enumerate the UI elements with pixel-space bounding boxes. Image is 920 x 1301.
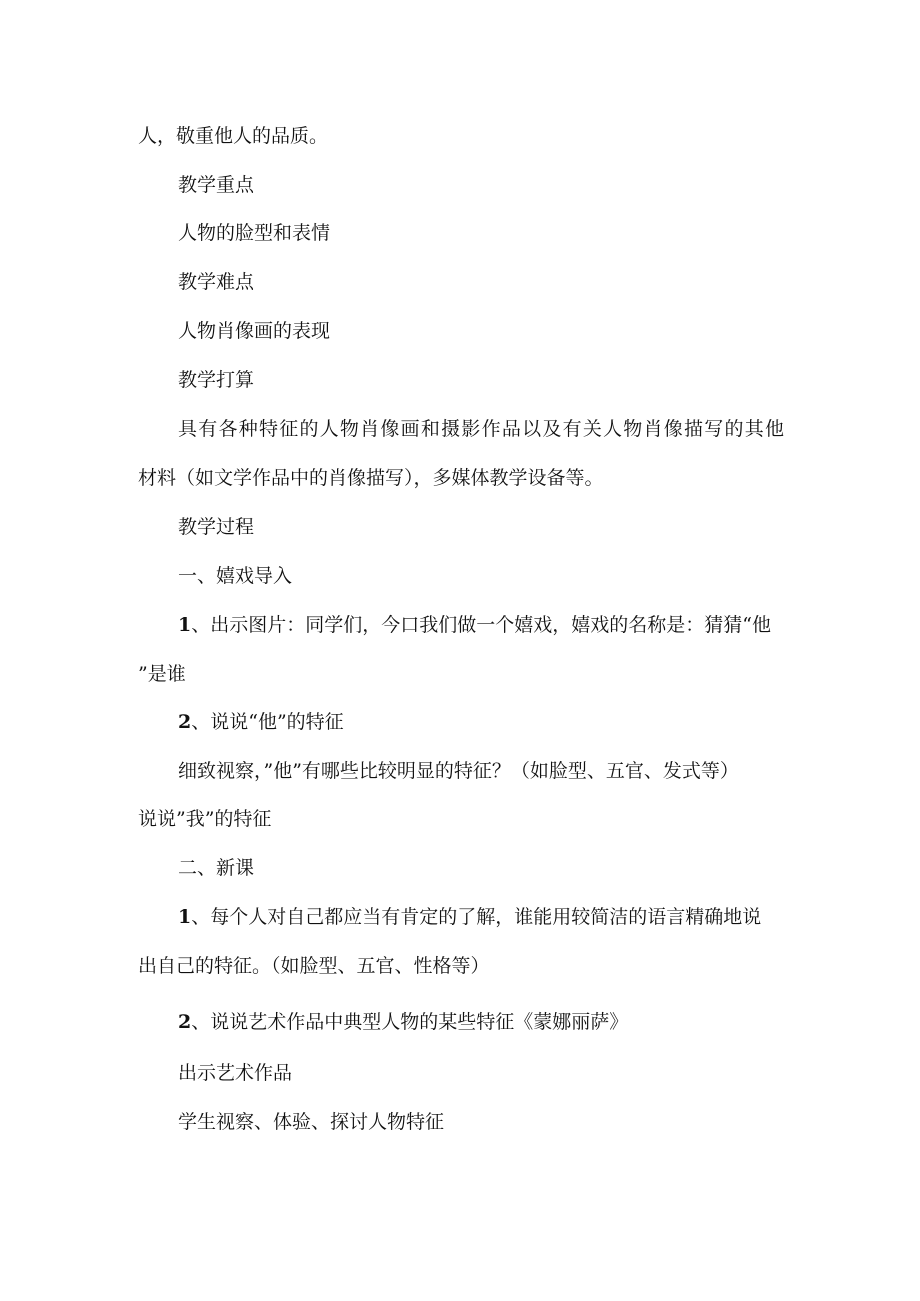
paragraph-line: 具有各种特征的人物肖像画和摄影作品以及有关人物肖像描写的其他	[178, 418, 784, 440]
item-text: 、每个人对自己都应当有肯定的了解，谁能用较简洁的语言精确地说	[191, 906, 762, 928]
heading-teaching-difficulty: 教学难点	[178, 271, 255, 293]
paragraph-line: 人，敬重他人的品质。	[138, 125, 329, 147]
heading-teaching-process: 教学过程	[178, 516, 255, 538]
paragraph-line: 人物的脸型和表情	[178, 222, 331, 244]
paragraph-line: ”是谁	[138, 663, 186, 685]
item-text: 、说说“他”的特征	[191, 711, 344, 733]
paragraph-line: 说说”我”的特征	[138, 808, 272, 830]
numbered-item-1	[178, 616, 784, 635]
item-number: 1	[178, 614, 192, 636]
paragraph-line: 人物肖像画的表现	[178, 320, 331, 342]
paragraph-line: 出示艺术作品	[178, 1062, 293, 1084]
numbered-item-2	[178, 713, 344, 732]
item-number: 1	[178, 906, 192, 928]
item-number: 2	[178, 1011, 192, 1033]
item-text: 、说说艺术作品中典型人物的某些特征《蒙娜丽萨》	[191, 1011, 629, 1033]
section-heading-new-lesson: 二、新课	[178, 857, 255, 879]
heading-teaching-preparation: 教学打算	[178, 369, 255, 391]
numbered-item-1	[178, 908, 761, 927]
paragraph-line: 学生视察、体验、探讨人物特征	[178, 1111, 445, 1133]
paragraph-line: 出自己的特征。（如脸型、五官、性格等）	[138, 955, 490, 977]
item-number: 2	[178, 711, 192, 733]
section-heading-game-intro: 一、嬉戏导入	[178, 565, 293, 587]
paragraph-line: 细致视察，”他”有哪些比较明显的特征？（如脸型、五官、发式等）	[178, 760, 739, 782]
heading-teaching-focus: 教学重点	[178, 174, 255, 196]
paragraph-line: 材料（如文学作品中的肖像描写），多媒体教学设备等。	[138, 467, 604, 489]
numbered-item-2	[178, 1013, 628, 1032]
item-text: 、出示图片：同学们，今口我们做一个嬉戏，嬉戏的名称是：猜猜“他	[191, 614, 771, 636]
